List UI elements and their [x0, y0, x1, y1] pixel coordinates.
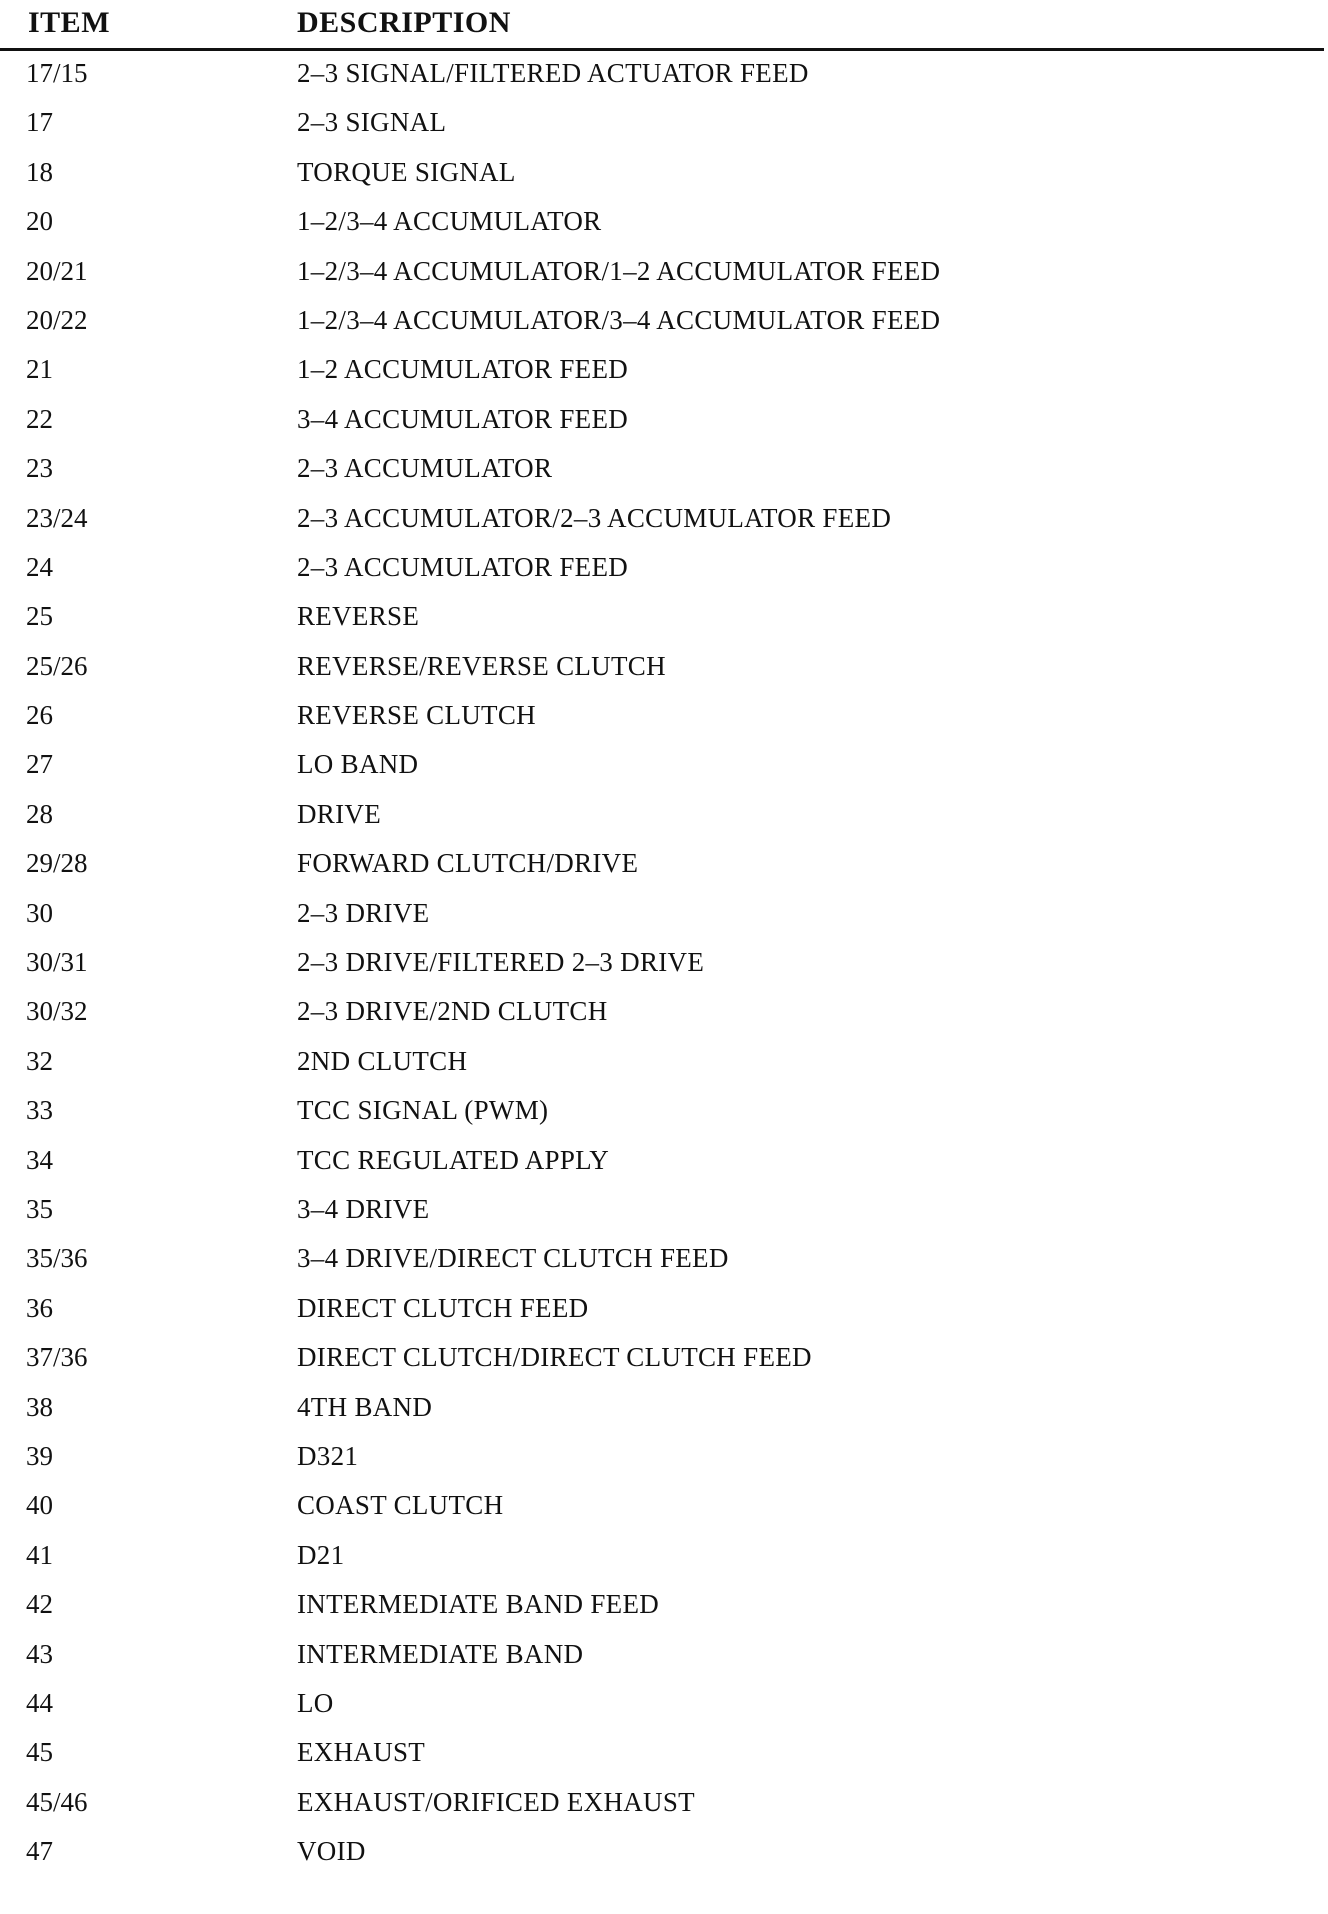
item-cell: 27: [26, 749, 53, 780]
description-cell: 2–3 ACCUMULATOR/2–3 ACCUMULATOR FEED: [297, 502, 892, 533]
item-cell: 17/15: [26, 58, 88, 88]
table-row: [0, 105, 1328, 154]
table-row: [0, 747, 1328, 796]
table-header: [0, 0, 1328, 56]
description-cell: INTERMEDIATE BAND FEED: [297, 1589, 660, 1620]
item-cell: 30: [26, 897, 53, 928]
description-cell: LO: [297, 1687, 334, 1718]
table-row: [0, 1439, 1328, 1488]
description-cell: 3–4 ACCUMULATOR FEED: [297, 403, 629, 434]
description-cell: 4TH BAND: [297, 1391, 433, 1422]
description-cell: FORWARD CLUTCH/DRIVE: [297, 848, 639, 879]
description-cell: 2–3 DRIVE/2ND CLUTCH: [297, 996, 608, 1027]
description-cell: 1–2/3–4 ACCUMULATOR: [297, 206, 602, 237]
description-cell: 3–4 DRIVE: [297, 1193, 430, 1224]
table-row: [0, 649, 1328, 698]
table-row: [0, 945, 1328, 994]
item-cell: 33: [26, 1095, 53, 1126]
description-cell: COAST CLUTCH: [297, 1490, 504, 1521]
table-row: [0, 1785, 1328, 1834]
item-cell: 20: [26, 206, 53, 237]
table-row: [0, 846, 1328, 895]
table-row: [0, 1192, 1328, 1241]
item-cell: 35/36: [26, 1243, 88, 1274]
table-row: [0, 352, 1328, 401]
table-row: [0, 1735, 1328, 1784]
description-cell: 3–4 DRIVE/DIRECT CLUTCH FEED: [297, 1243, 729, 1274]
description-cell: REVERSE/REVERSE CLUTCH: [297, 650, 666, 681]
item-cell: 22: [26, 403, 53, 434]
item-cell: 18: [26, 156, 53, 187]
item-cell: 17: [26, 107, 53, 138]
item-cell: 42: [26, 1589, 53, 1620]
table-row: [0, 698, 1328, 747]
table-row: [0, 1834, 1328, 1883]
item-cell: 45/46: [26, 1786, 88, 1817]
item-cell: 43: [26, 1638, 53, 1669]
table-row: [0, 402, 1328, 451]
description-cell: EXHAUST: [297, 1737, 426, 1768]
description-cell: 1–2/3–4 ACCUMULATOR/3–4 ACCUMULATOR FEED: [297, 304, 941, 335]
table-row: [0, 797, 1328, 846]
table-row: [0, 1488, 1328, 1537]
item-cell: 28: [26, 798, 53, 829]
table-row: [0, 550, 1328, 599]
table-row: [0, 204, 1328, 253]
description-cell: DIRECT CLUTCH FEED: [297, 1292, 589, 1323]
table-row: [0, 303, 1328, 352]
item-cell: 30/31: [26, 947, 88, 978]
item-cell: 20/21: [26, 255, 88, 286]
header-rule: [0, 48, 1324, 51]
table-row: [0, 254, 1328, 303]
description-cell: TCC REGULATED APPLY: [297, 1144, 610, 1175]
item-cell: 36: [26, 1292, 53, 1323]
item-cell: 20/22: [26, 304, 88, 335]
item-cell: 25: [26, 601, 53, 632]
item-cell: 26: [26, 700, 53, 731]
description-cell: 2–3 DRIVE: [297, 897, 430, 928]
table-row: [0, 1093, 1328, 1142]
description-cell: 2–3 ACCUMULATOR: [297, 453, 553, 484]
item-cell: 23: [26, 453, 53, 484]
description-cell: 2–3 SIGNAL/FILTERED ACTUATOR FEED: [297, 58, 809, 88]
table-row: [0, 451, 1328, 500]
description-cell: EXHAUST/ORIFICED EXHAUST: [297, 1786, 695, 1817]
description-cell: 2–3 ACCUMULATOR FEED: [297, 551, 629, 582]
item-cell: 34: [26, 1144, 53, 1175]
table-row: [0, 1241, 1328, 1290]
description-cell: 1–2/3–4 ACCUMULATOR/1–2 ACCUMULATOR FEED: [297, 255, 941, 286]
description-cell: 2ND CLUTCH: [297, 1045, 468, 1076]
table-row: [0, 1390, 1328, 1439]
item-cell: 30/32: [26, 996, 88, 1027]
table-row: [0, 155, 1328, 204]
table-row: [0, 501, 1328, 550]
table-row: [0, 1686, 1328, 1735]
description-cell: DIRECT CLUTCH/DIRECT CLUTCH FEED: [297, 1342, 812, 1373]
item-cell: 24: [26, 551, 53, 582]
description-cell: TORQUE SIGNAL: [297, 156, 516, 187]
description-cell: TCC SIGNAL (PWM): [297, 1095, 549, 1126]
item-column-header: ITEM: [28, 6, 111, 39]
table-row: [0, 896, 1328, 945]
item-cell: 21: [26, 354, 53, 385]
table-row: [0, 1044, 1328, 1093]
description-cell: REVERSE: [297, 601, 420, 632]
table-row: [0, 1291, 1328, 1340]
description-cell: 2–3 SIGNAL: [297, 107, 447, 138]
item-cell: 47: [26, 1836, 53, 1867]
item-cell: 39: [26, 1440, 53, 1471]
table-row: [0, 1538, 1328, 1587]
table-row: [0, 1143, 1328, 1192]
description-cell: DRIVE: [297, 798, 381, 829]
item-cell: 38: [26, 1391, 53, 1422]
item-cell: 23/24: [26, 502, 88, 533]
description-cell: 2–3 DRIVE/FILTERED 2–3 DRIVE: [297, 947, 705, 978]
description-cell: LO BAND: [297, 749, 419, 780]
item-cell: 44: [26, 1687, 53, 1718]
item-cell: 41: [26, 1539, 53, 1570]
table-row: [0, 1637, 1328, 1686]
item-cell: 25/26: [26, 650, 88, 681]
description-cell: INTERMEDIATE BAND: [297, 1638, 584, 1669]
item-cell: 45: [26, 1737, 53, 1768]
table-body: [0, 56, 1328, 1883]
table-row: [0, 1340, 1328, 1389]
table-row: [0, 56, 1328, 105]
item-cell: 29/28: [26, 848, 88, 879]
description-cell: D21: [297, 1539, 345, 1570]
description-column-header: DESCRIPTION: [297, 6, 511, 39]
item-cell: 37/36: [26, 1342, 88, 1373]
table-row: [0, 994, 1328, 1043]
item-cell: 35: [26, 1193, 53, 1224]
table-row: [0, 1587, 1328, 1636]
description-cell: D321: [297, 1440, 359, 1471]
table-row: [0, 599, 1328, 648]
item-cell: 40: [26, 1490, 53, 1521]
description-cell: 1–2 ACCUMULATOR FEED: [297, 354, 629, 385]
description-cell: VOID: [297, 1836, 366, 1867]
item-cell: 32: [26, 1045, 53, 1076]
description-cell: REVERSE CLUTCH: [297, 700, 536, 731]
